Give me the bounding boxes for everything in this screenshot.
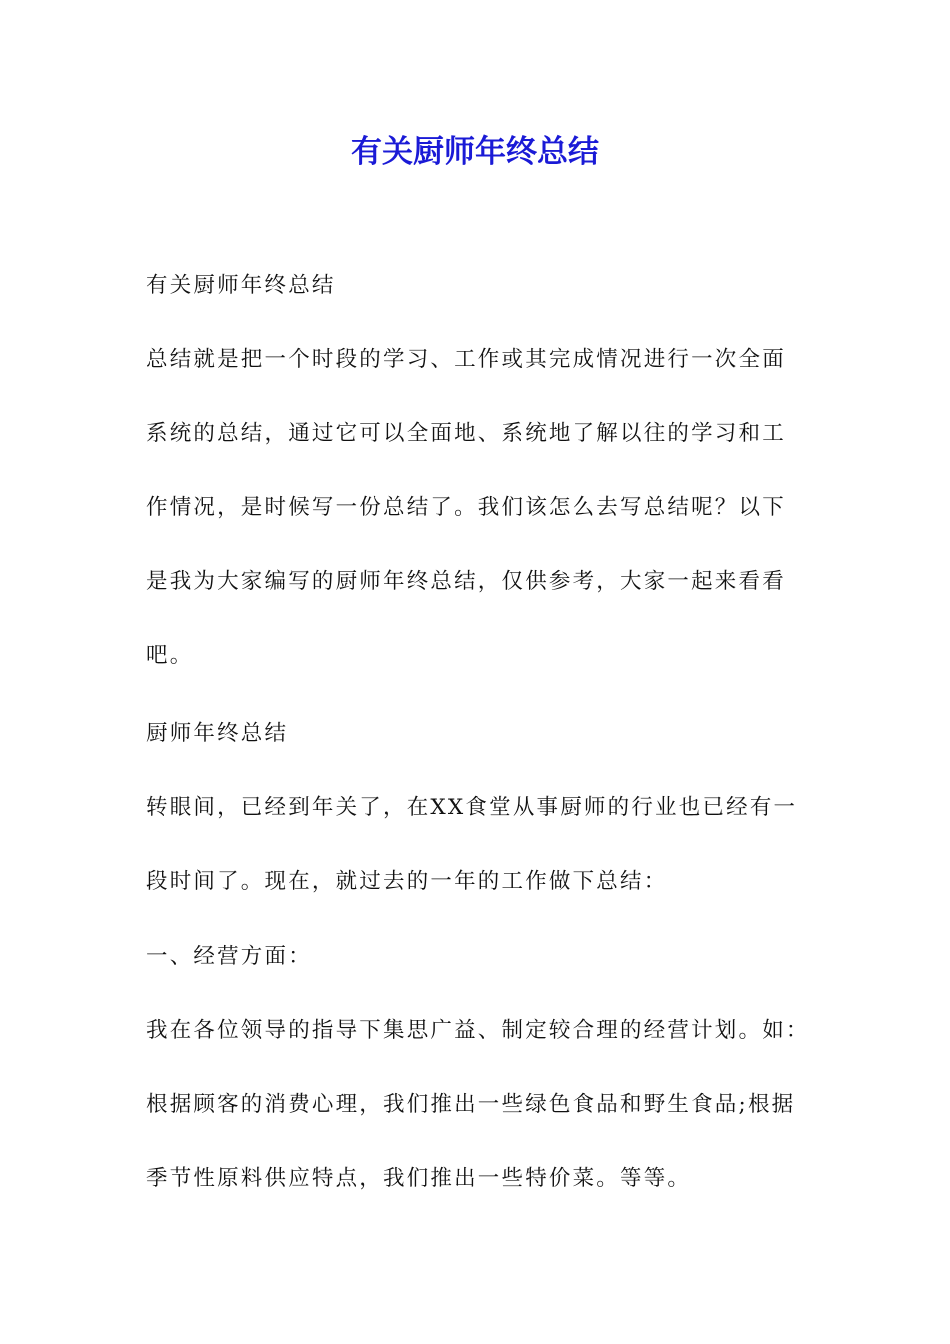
paragraph-line: 是我为大家编写的厨师年终总结，仅供参考，大家一起来看看: [146, 569, 786, 594]
opening-paragraph: [146, 788, 816, 936]
paragraph-line: 一、经营方面：: [146, 944, 312, 969]
paragraph-line: 段时间了。现在，就过去的一年的工作做下总结：: [146, 869, 668, 894]
paragraph-line: 厨师年终总结: [146, 721, 289, 746]
paragraph-line: 吧。: [146, 643, 194, 668]
section-heading: [146, 714, 816, 788]
paragraph-line: 系统的总结，通过它可以全面地、系统地了解以往的学习和工: [146, 421, 786, 446]
intro-paragraph: [146, 340, 816, 710]
subtitle-paragraph: [146, 266, 816, 340]
paragraph-line: 根据顾客的消费心理，我们推出一些绿色食品和野生食品;根据: [146, 1092, 796, 1117]
paragraph-line: 季节性原料供应特点，我们推出一些特价菜。等等。: [146, 1166, 692, 1191]
paragraph-line: 有关厨师年终总结: [146, 273, 336, 298]
paragraph-line: 作情况，是时候写一份总结了。我们该怎么去写总结呢？以下: [146, 495, 786, 520]
paragraph-line: 转眼间，已经到年关了，在XX食堂从事厨师的行业也已经有一: [146, 795, 798, 820]
section-one-heading: [146, 937, 816, 1011]
paragraph-line: 我在各位领导的指导下集思广益、制定较合理的经营计划。如：: [146, 1018, 810, 1043]
paragraph-line: 总结就是把一个时段的学习、工作或其完成情况进行一次全面: [146, 347, 786, 372]
document-title: 有关厨师年终总结: [351, 134, 599, 170]
operations-paragraph: [146, 1011, 816, 1233]
